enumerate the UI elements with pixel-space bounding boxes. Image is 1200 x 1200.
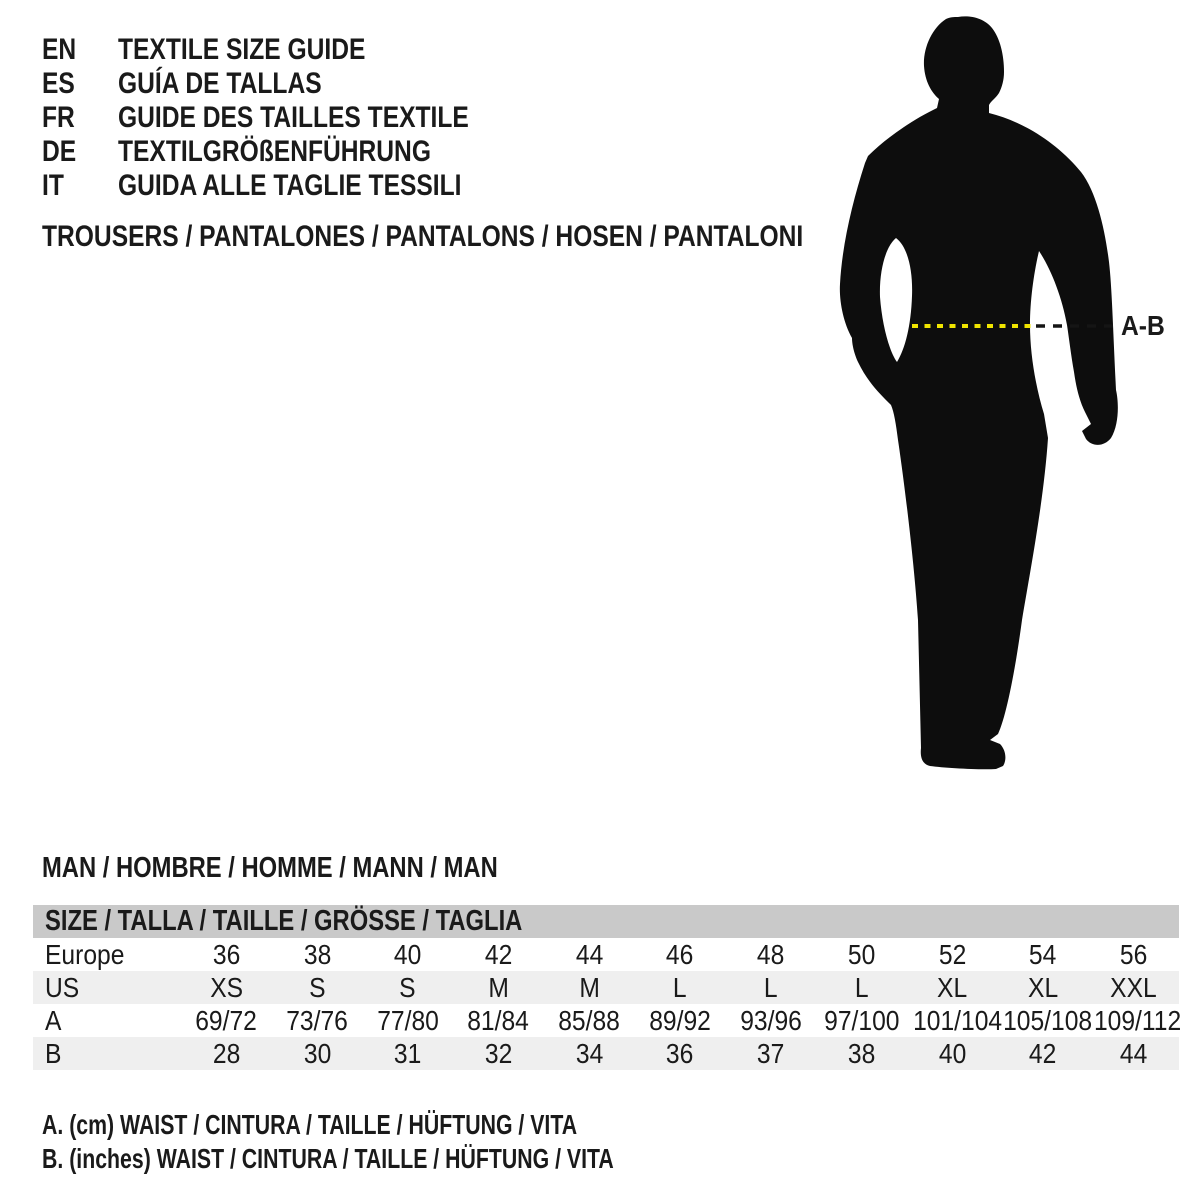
size-cell: 85/88 (558, 1005, 621, 1036)
size-cell: XXL (1110, 972, 1157, 1003)
size-cell: 105/108 (1003, 1005, 1093, 1036)
size-cell: L (673, 972, 687, 1003)
size-cell: 46 (666, 939, 694, 970)
size-cell: 89/92 (649, 1005, 711, 1036)
man-silhouette-shape (840, 16, 1118, 769)
measure-label: A-B (1121, 310, 1165, 341)
size-cell: 52 (938, 939, 966, 970)
size-cell: 32 (484, 1038, 513, 1069)
size-cell: 101/104 (912, 1005, 1002, 1036)
size-cell: 73/76 (286, 1005, 348, 1036)
size-cell: M (488, 972, 509, 1003)
size-cell: 50 (847, 939, 876, 970)
size-cell: 40 (938, 1038, 966, 1069)
language-code: FR (42, 101, 75, 134)
table-row (33, 1037, 1179, 1070)
size-cell: L (854, 972, 869, 1003)
language-title: GUIDE DES TAILLES TEXTILE (118, 101, 469, 134)
row-label: A (45, 1005, 62, 1036)
size-cell: XS (209, 972, 243, 1003)
language-row (42, 135, 546, 169)
garment-heading: TROUSERS / PANTALONES / PANTALONS / HOSEN / PANTALONI (42, 220, 804, 253)
size-cell: 34 (575, 1038, 603, 1069)
size-cell: S (399, 972, 417, 1003)
language-title: GUÍA DE TALLAS (118, 67, 322, 100)
table-row (33, 971, 1179, 1004)
section-heading: MAN / HOMBRE / HOMME / MANN / MAN (42, 852, 498, 884)
size-cell: 56 (1119, 939, 1148, 970)
language-row (42, 101, 546, 135)
size-cell: L (763, 972, 778, 1003)
language-row (42, 169, 546, 203)
size-cell: 109/112 (1094, 1005, 1182, 1036)
size-cell: 38 (303, 939, 331, 970)
language-row (42, 33, 546, 67)
size-cell: S (308, 972, 326, 1003)
size-cell: 42 (1029, 1038, 1057, 1069)
size-table-header: SIZE / TALLA / TAILLE / GRÖSSE / TAGLIA (33, 905, 1179, 938)
size-cell: XL (1027, 972, 1058, 1003)
size-cell: 31 (394, 1038, 422, 1069)
size-cell: M (578, 972, 600, 1003)
language-row (42, 67, 546, 101)
table-row (33, 938, 1179, 971)
size-cell: 93/96 (739, 1005, 802, 1036)
legend-line-b: B. (inches) WAIST / CINTURA / TAILLE / HÜFTUNG / VITA (42, 1143, 614, 1174)
language-list (42, 33, 546, 203)
table-row (33, 1004, 1179, 1037)
size-cell: 42 (484, 939, 513, 970)
size-cell: XL (937, 972, 968, 1003)
language-code: DE (42, 135, 77, 168)
size-cell: 44 (1119, 1038, 1148, 1069)
size-table-body (33, 938, 1182, 1070)
size-cell: 44 (575, 939, 603, 970)
size-cell: 77/80 (376, 1005, 439, 1036)
size-table (33, 905, 1182, 1070)
legend-line-a: A. (cm) WAIST / CINTURA / TAILLE / HÜFTUNG / VITA (42, 1109, 578, 1140)
row-label: Europe (45, 939, 125, 970)
size-cell: 81/84 (467, 1005, 530, 1036)
size-cell: 38 (847, 1038, 876, 1069)
measurement-legend (42, 1108, 794, 1176)
size-cell: 69/72 (195, 1005, 258, 1036)
language-code: EN (42, 33, 77, 66)
size-cell: 28 (212, 1038, 241, 1069)
row-label: B (45, 1038, 62, 1069)
man-silhouette (820, 0, 1200, 800)
size-cell: 97/100 (823, 1005, 900, 1036)
size-cell: 36 (666, 1038, 694, 1069)
size-cell: 40 (394, 939, 422, 970)
size-cell: 36 (212, 939, 241, 970)
language-title: GUIDA ALLE TAGLIE TESSILI (118, 169, 462, 202)
language-code: IT (42, 169, 64, 202)
size-table-grid (33, 938, 1182, 1070)
size-cell: 48 (756, 939, 785, 970)
size-cell: 30 (303, 1038, 331, 1069)
language-title: TEXTILE SIZE GUIDE (118, 33, 366, 66)
size-cell: 37 (756, 1038, 785, 1069)
row-label: US (45, 972, 80, 1003)
size-cell: 54 (1029, 939, 1057, 970)
language-title: TEXTILGRÖßENFÜHRUNG (118, 135, 431, 168)
language-code: ES (42, 67, 75, 100)
